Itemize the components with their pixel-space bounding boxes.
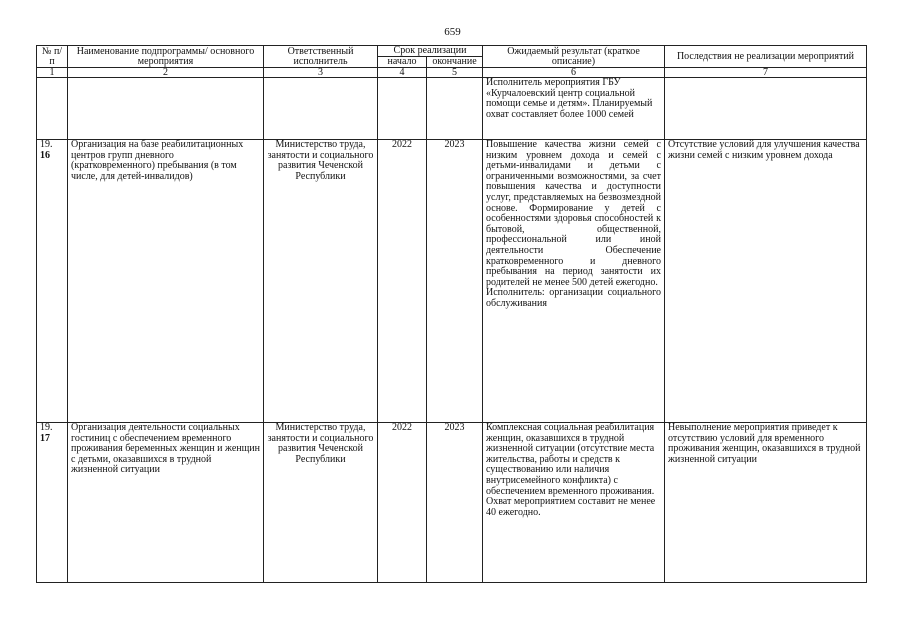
column-number: 4 bbox=[378, 68, 427, 78]
row-responsible: Министерство труда, занятости и социального развития Чеченской Республики bbox=[264, 423, 378, 583]
header-start: начало bbox=[378, 57, 427, 68]
row-result-text: Повышение качества жизни семей с низким уровнем дохода и семей с детьми-инвалидами и детьми с ограниченными возможностями, за счет повышения качества и доступности услуг, представляемых на безвозмездной основе. Формирование у детей с особенностями здоровья способностей к бытовой, общественной, профессиональной или иной деятельности Обеспечение кратковременного и дневного пребывания на период занятости их родителей не менее 500 детей ежегодно. bbox=[486, 139, 661, 288]
row-result bbox=[483, 140, 665, 423]
column-number: 2 bbox=[68, 68, 264, 78]
header-consequences: Последствия не реализации мероприятий bbox=[665, 46, 867, 68]
page-number: 659 bbox=[444, 26, 461, 38]
column-number-row bbox=[37, 68, 867, 78]
row-end: 2023 bbox=[427, 140, 483, 423]
row-result-text: Комплексная социальная реабилитация женщин, оказавшихся в трудной жизненной ситуации (отсутствие места жительства, работы и средств к существованию или наличия внутрисемейного конфликта) с обеспечением временного проживания. Охват мероприятием составит не менее 40 ежегодно. bbox=[486, 422, 656, 518]
header-end: окончание bbox=[427, 57, 483, 68]
header-row bbox=[37, 46, 867, 57]
column-number: 5 bbox=[427, 68, 483, 78]
continuation-result: Исполнитель мероприятия ГБУ «Курчалоевский центр социальной помощи семье и детям». Планируемый охват составляет более 1000 семей bbox=[483, 78, 665, 140]
column-number: 1 bbox=[37, 68, 68, 78]
header-name: Наименование подпрограммы/ основного мероприятия bbox=[68, 46, 264, 68]
header-period: Срок реализации bbox=[378, 46, 483, 57]
row-start: 2022 bbox=[378, 140, 427, 423]
header-responsible: Ответственный исполнитель bbox=[264, 46, 378, 68]
row-result-executor: Исполнитель: организации социального обслуживания bbox=[486, 287, 661, 309]
row-number bbox=[37, 423, 68, 583]
column-number: 6 bbox=[483, 68, 665, 78]
row-name: Организация на базе реабилитационных центров групп дневного (кратковременного) пребывания (в том числе, для детей-инвалидов) bbox=[68, 140, 264, 423]
row-number-sub: 17 bbox=[40, 432, 50, 444]
column-number: 3 bbox=[264, 68, 378, 78]
row-number-main: 19. bbox=[40, 422, 53, 433]
table-row bbox=[37, 140, 867, 423]
continuation-row bbox=[37, 78, 867, 140]
row-consequences: Невыполнение мероприятия приведет к отсутствию условий для временного проживания женщин, оказавшихся в трудной жизненной ситуации bbox=[665, 423, 867, 583]
row-responsible: Министерство труда, занятости и социального развития Чеченской Республики bbox=[264, 140, 378, 423]
program-table bbox=[36, 45, 867, 583]
column-number: 7 bbox=[665, 68, 867, 78]
row-number-main: 19. bbox=[40, 139, 53, 150]
row-end: 2023 bbox=[427, 423, 483, 583]
row-result bbox=[483, 423, 665, 583]
row-number bbox=[37, 140, 68, 423]
header-num: № п/п bbox=[37, 46, 68, 68]
header-expected: Ожидаемый результат (краткое описание) bbox=[483, 46, 665, 68]
row-name: Организация деятельности социальных гостиниц с обеспечением временного проживания беременных женщин и женщин с детьми, оказавшихся в трудной жизненной ситуации bbox=[68, 423, 264, 583]
row-consequences: Отсутствие условий для улучшения качества жизни семей с низким уровнем дохода bbox=[665, 140, 867, 423]
table-row bbox=[37, 423, 867, 583]
row-number-sub: 16 bbox=[40, 149, 50, 161]
row-start: 2022 bbox=[378, 423, 427, 583]
